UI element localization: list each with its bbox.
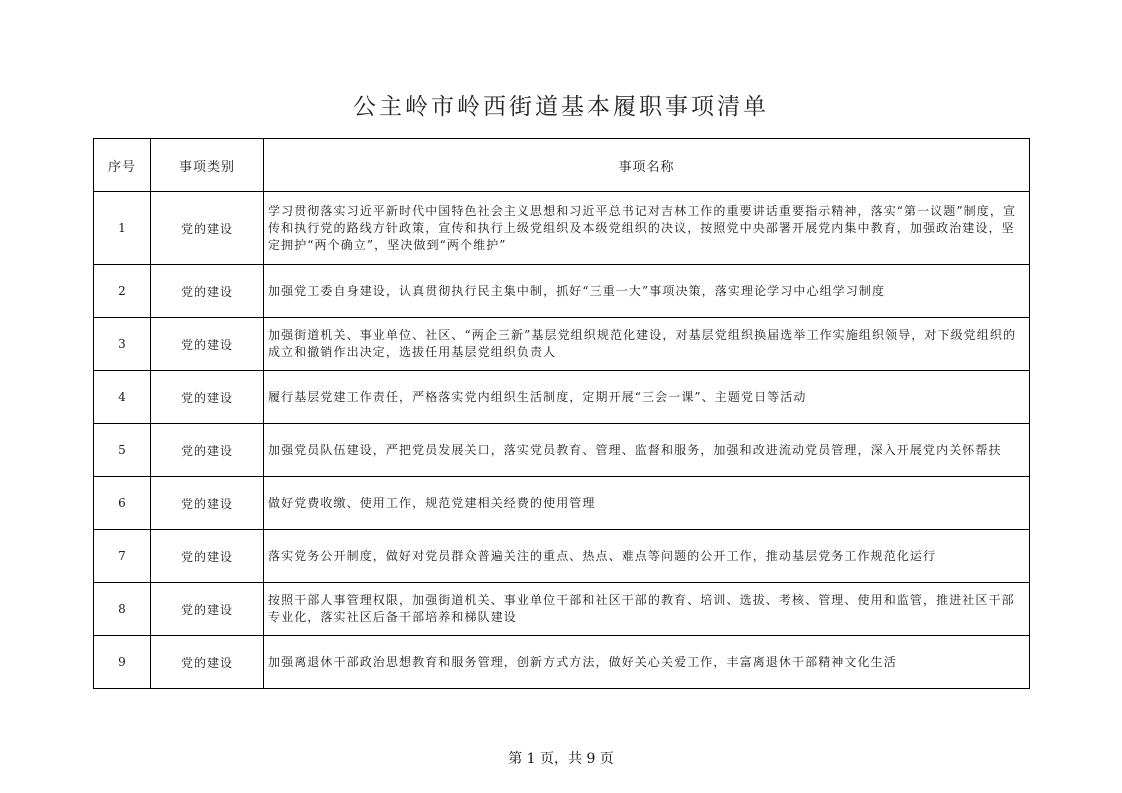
row-name: 履行基层党建工作责任，严格落实党内组织生活制度，定期开展“三会一课”、主题党日等活动	[264, 371, 1030, 424]
table-row	[94, 318, 1030, 371]
row-category: 党的建设	[151, 318, 264, 371]
row-category: 党的建设	[151, 583, 264, 636]
table-row	[94, 477, 1030, 530]
duties-table	[93, 138, 1030, 689]
table-row	[94, 371, 1030, 424]
row-number: 8	[94, 583, 151, 636]
row-number: 5	[94, 424, 151, 477]
row-category: 党的建设	[151, 530, 264, 583]
row-name: 做好党费收缴、使用工作，规范党建相关经费的使用管理	[264, 477, 1030, 530]
row-number: 1	[94, 192, 151, 265]
row-category: 党的建设	[151, 477, 264, 530]
column-header-category: 事项类别	[151, 139, 264, 192]
row-category: 党的建设	[151, 265, 264, 318]
row-number: 7	[94, 530, 151, 583]
row-category: 党的建设	[151, 371, 264, 424]
page-title: 公主岭市岭西街道基本履职事项清单	[353, 94, 769, 120]
row-name: 加强离退休干部政治思想教育和服务管理，创新方式方法，做好关心关爱工作，丰富离退休干部精神文化生活	[264, 636, 1030, 689]
row-number: 6	[94, 477, 151, 530]
row-name: 学习贯彻落实习近平新时代中国特色社会主义思想和习近平总书记对吉林工作的重要讲话重要指示精神，落实“第一议题”制度，宣传和执行党的路线方针政策，宣传和执行上级党组织及本级党组织的决议，按照党中央部署开展党内集中教育，加强政治建设，坚定拥护“两个确立”，坚决做到“两个维护”	[264, 192, 1030, 265]
table-row	[94, 636, 1030, 689]
table-row	[94, 265, 1030, 318]
table-row	[94, 530, 1030, 583]
row-category: 党的建设	[151, 424, 264, 477]
row-number: 3	[94, 318, 151, 371]
row-name: 加强党工委自身建设，认真贯彻执行民主集中制，抓好“三重一大”事项决策，落实理论学习中心组学习制度	[264, 265, 1030, 318]
row-name: 加强街道机关、事业单位、社区、“两企三新”基层党组织规范化建设，对基层党组织换届选举工作实施组织领导，对下级党组织的成立和撤销作出决定，选拔任用基层党组织负责人	[264, 318, 1030, 371]
table-row	[94, 424, 1030, 477]
page-number-footer: 第 1 页，共 9 页	[508, 751, 614, 767]
row-name: 落实党务公开制度，做好对党员群众普遍关注的重点、热点、难点等问题的公开工作，推动基层党务工作规范化运行	[264, 530, 1030, 583]
column-header-name: 事项名称	[264, 139, 1030, 192]
table-row	[94, 583, 1030, 636]
table-row	[94, 192, 1030, 265]
row-name: 加强党员队伍建设，严把党员发展关口，落实党员教育、管理、监督和服务，加强和改进流动党员管理，深入开展党内关怀帮扶	[264, 424, 1030, 477]
row-number: 4	[94, 371, 151, 424]
row-name: 按照干部人事管理权限，加强街道机关、事业单位干部和社区干部的教育、培训、选拔、考核、管理、使用和监管，推进社区干部专业化，落实社区后备干部培养和梯队建设	[264, 583, 1030, 636]
row-number: 9	[94, 636, 151, 689]
row-number: 2	[94, 265, 151, 318]
column-header-number: 序号	[94, 139, 151, 192]
table-header-row	[94, 139, 1030, 192]
row-category: 党的建设	[151, 192, 264, 265]
row-category: 党的建设	[151, 636, 264, 689]
